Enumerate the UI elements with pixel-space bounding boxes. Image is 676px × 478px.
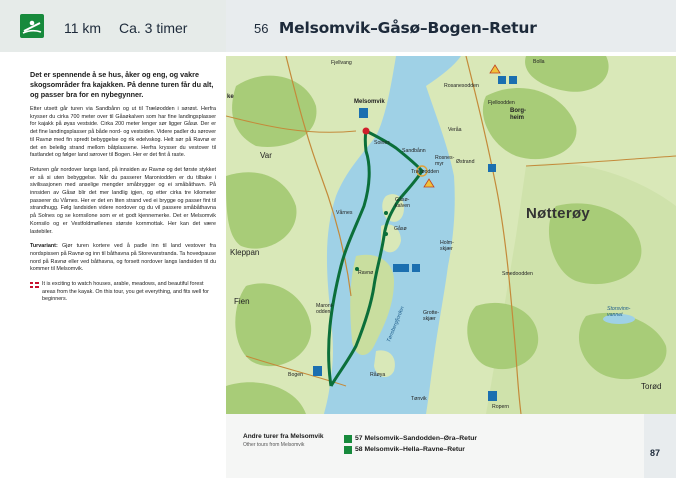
header-left-panel (0, 0, 226, 52)
label-grotteskjaer: Grotte- skjær (423, 310, 440, 322)
route-title (254, 19, 537, 38)
label-gaso: Gåsø (394, 226, 407, 232)
route-name: Melsomvik–Gåsø–Bogen–Retur (278, 19, 537, 37)
page-number: 87 (650, 448, 661, 458)
english-text: It is exciting to watch houses, arable, meadows, and beautiful forest areas from the kayak. On this tour, you get everything, and fits well for beginners. (42, 281, 209, 303)
other-tour-57-label: 57 Melsomvik–Sandodden–Øra–Retur (355, 435, 478, 442)
label-fjelloodden: Fjelloodden (488, 100, 515, 106)
label-bolla: Bolla (533, 59, 545, 65)
label-borgheim: Borg- heim (510, 108, 526, 121)
label-rosnes: Rosnes- myr (435, 155, 455, 167)
label-veraa: Veråa (448, 127, 462, 133)
label-raoya: Råøya (370, 372, 386, 378)
map-graphic (226, 56, 676, 414)
label-kleppan: Kleppan (230, 248, 260, 257)
tour-variant-label: Turvariant: (30, 243, 58, 250)
label-solnes: Solnes (374, 140, 390, 146)
tour-variant (30, 243, 216, 274)
tour-variant-text: Gjør turen kortere ved å padle inn til land vestover fra nordspissen på Ravnø og inn til båthavna på Storevarstranda. Ta hovedpause nord på Ravnø eller ved båthavna, og forsett nordover langs landsiden til du kommer til Melsomvik. (30, 243, 216, 273)
label-maroniodden: Maroni- odden (316, 303, 334, 315)
body-paragraph-2: Returen går nordover langs land, på innsiden av Ravnø og det første stykket er så si uten bebyggelse. Når du passerer Maroniodden er du tilbake i sivilisasjonen med anselige mengder småbrygger og ei småbåthavn. På innsiden av Gåsø blir det mer landlig igjen, og etter cirka tre kilometer passerer du Vårnes. Her er det en liten strand ved ei brygge og passer fint til strandhugg. Følg landsiden videre nordover og du vil passere småbåthavna på Solnes og se kornsilone som er et godt kjennemerke. Det er Melsomvik Kornsilo og er Vestfoldmøllenes største kornmottak. Her kan det være lastebiler. (30, 166, 216, 235)
body-paragraph-1: Etter utsett går turen via Sandbånn og ut til Træløodden i sørøst. Herfra krysser du cirka 700 meter over til Gåsøkalven som har fine landingsplasser for kajakk på øyas vestside. Cirka 200 meter lenger sør ligger Gåsø. Der er det fine landingsplasser på både nord- og vestsiden. Videre padler du sørover til Ravnø med fin spredt bebyggelse og rik edelvskog. Helt sør på Ravnø er det en beleilig strand mellom båtplassene. Herfra krysser du vestover til fastlandet og følger land sørover til Bogen. Her er det fint å raste. (30, 106, 216, 159)
other-tours-list (344, 433, 477, 455)
label-holmskjaer: Holm- skjær (440, 240, 454, 252)
route-number: 56 (254, 21, 269, 36)
label-smedoodden: Smedoodden (502, 271, 533, 277)
label-ostrand: Østrand (456, 159, 475, 165)
label-fjord: Tønsbergfjorden (386, 305, 406, 344)
label-notteroy: Nøtterøy (526, 205, 591, 222)
tour-meta (64, 20, 201, 36)
label-ravno: Ravnø (358, 270, 374, 276)
kayak-icon (20, 14, 44, 38)
label-storsvinn: Storsvinn- vannet (607, 306, 631, 318)
other-tour-58-label: 58 Melsomvik–Hella–Ravne–Retur (355, 446, 465, 453)
kayak-icon (344, 446, 352, 454)
other-tours-title: Andre turer fra Melsomvik (243, 433, 324, 440)
lead-paragraph: Det er spennende å se hus, åker og eng, og vakre skogsområder fra kajakken. På denne turen får du alt, og passer bra for en nybegynner. (30, 70, 214, 99)
description-column (30, 70, 216, 304)
label-varnes: Vårnes (336, 210, 353, 216)
label-bogen: Bogen (288, 372, 304, 378)
footer-page-panel (644, 414, 676, 478)
label-ke: ke (227, 94, 234, 100)
uk-flag-icon (30, 282, 39, 288)
duration: Ca. 3 timer (118, 20, 188, 36)
label-fien: Fien (234, 297, 250, 306)
label-traelodden: Træløodden (411, 169, 440, 175)
label-gasokalven: Gåsø- kalven (395, 197, 410, 209)
label-var: Var (260, 151, 272, 160)
route-map[interactable] (226, 56, 676, 414)
label-tonvik: Tønvik (411, 396, 427, 402)
label-melsomvik: Melsomvik (354, 99, 385, 105)
english-summary (30, 281, 216, 304)
label-sandbann: Sandbånn (402, 148, 426, 154)
other-tour-57[interactable] (344, 433, 477, 444)
label-rosanes: Rosanesodden (444, 83, 479, 89)
label-torod: Torød (641, 382, 662, 391)
kayak-icon (344, 435, 352, 443)
label-fjellvang: Fjellvang (331, 60, 352, 66)
other-tour-58[interactable] (344, 444, 477, 455)
label-ropern: Ropern (492, 404, 510, 410)
distance: 11 km (64, 20, 102, 36)
other-tours-subtitle: Other tours from Melsomvik (243, 442, 305, 448)
